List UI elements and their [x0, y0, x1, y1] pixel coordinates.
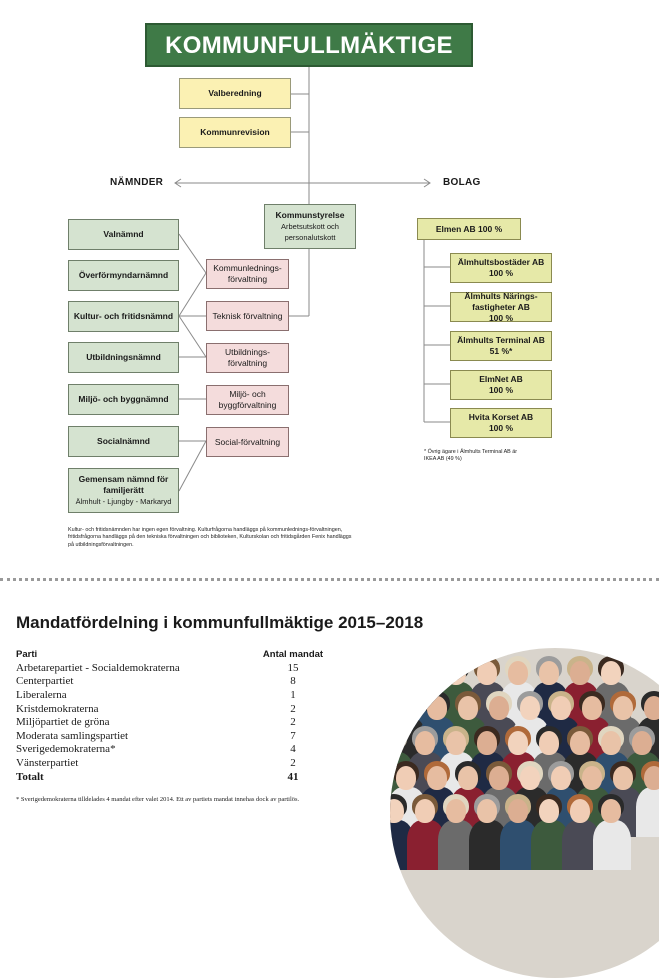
table-row: [16, 661, 334, 675]
namnd-box: Miljö- och byggnämnd: [68, 384, 179, 415]
party-seats: 2: [290, 702, 296, 715]
total-row: [16, 770, 334, 784]
party-name: Arbetarepartiet - Socialdemokraterna: [16, 661, 180, 674]
namnd-box: Utbildningsnämnd: [68, 342, 179, 373]
person-face: [415, 661, 435, 685]
person-face: [539, 661, 559, 685]
namnd-box: Överförmyndarnämnd: [68, 260, 179, 291]
namnd-box: Socialnämnd: [68, 426, 179, 457]
bolag-note: * Övrig ägare i Älmhults Terminal AB är IKEA AB (49 %): [424, 449, 518, 463]
table-row: [16, 756, 334, 770]
party-seats: 7: [290, 729, 296, 742]
bolag-box: [450, 292, 552, 322]
box-kommunstyrelse: [264, 204, 356, 249]
party-seats: 15: [287, 661, 299, 674]
mandat-table-body: [16, 661, 334, 783]
gemensam-title: Gemensam nämnd för familjerätt: [78, 474, 169, 495]
forvaltning-box: Teknisk förvaltning: [206, 301, 289, 331]
person-face: [570, 661, 590, 685]
person-face: [446, 799, 466, 823]
person-face: [427, 696, 447, 720]
bolag-box: [450, 408, 552, 438]
person-face: [520, 766, 540, 790]
table-row: [16, 688, 334, 702]
person-face: [582, 696, 602, 720]
party-name: Moderata samlingspartiet: [16, 729, 129, 742]
total-label: Totalt: [16, 770, 44, 783]
bolag-name: Hvita Korset AB: [468, 412, 534, 422]
label-namnder: NÄMNDER: [110, 177, 164, 188]
party-name: Kristdemokraterna: [16, 702, 99, 715]
person-face: [477, 661, 497, 685]
person-face: [489, 766, 509, 790]
party-seats: 8: [290, 675, 296, 688]
person-face: [415, 799, 435, 823]
bolag-share: 100 %: [488, 312, 514, 323]
person-face: [582, 766, 602, 790]
table-header-row: [16, 647, 334, 661]
group-photo: [390, 648, 659, 978]
kommunstyrelse-title: Kommunstyrelse: [275, 210, 345, 220]
person-face: [570, 731, 590, 755]
namnd-box: Valnämnd: [68, 219, 179, 250]
party-name: Vänsterpartiet: [16, 756, 79, 769]
forvaltning-box: Social-förvaltning: [206, 427, 289, 457]
box-gemensam-namnd: [68, 468, 179, 513]
person-face: [458, 766, 478, 790]
bolag-share: 100 %: [488, 268, 514, 278]
table-row: [16, 743, 334, 757]
box-kommunrevision: Kommunrevision: [179, 117, 291, 148]
org-title: KOMMUNFULLMÄKTIGE: [145, 23, 473, 67]
box-elmen: Elmen AB 100 %: [417, 218, 521, 240]
total-value: 41: [287, 770, 299, 783]
person-face: [458, 696, 478, 720]
bolag-box: [450, 331, 552, 361]
forvaltning-box: Utbildnings-förvaltning: [206, 343, 289, 373]
person-face: [570, 799, 590, 823]
person-face: [539, 799, 559, 823]
person-face: [551, 766, 571, 790]
person-body: [593, 820, 631, 870]
forvaltning-box: Miljö- och byggförvaltning: [206, 385, 289, 415]
person-face: [601, 731, 621, 755]
person-body: [636, 787, 659, 837]
party-seats: 1: [290, 688, 296, 701]
bolag-box: [450, 253, 552, 283]
person-face: [551, 696, 571, 720]
party-seats: 4: [290, 743, 296, 756]
table-row: [16, 675, 334, 689]
party-seats: 2: [290, 716, 296, 729]
person-face: [477, 731, 497, 755]
person-face: [644, 696, 659, 720]
mandat-title: Mandatfördelning i kommunfullmäktige 2015–2018: [16, 613, 424, 632]
kommunstyrelse-sub: Arbetsutskott och personalutskott: [281, 222, 339, 242]
party-seats: 2: [290, 756, 296, 769]
person-face: [508, 731, 528, 755]
person-face: [613, 696, 633, 720]
person-face: [415, 731, 435, 755]
bolag-name: Älmhults Närings-fastigheter AB: [464, 290, 538, 312]
col-seats-header: Antal mandat: [262, 648, 324, 660]
section-divider: [0, 578, 659, 581]
namnd-box: Kultur- och fritidsnämnd: [68, 301, 179, 332]
person-face: [613, 766, 633, 790]
person-face: [601, 661, 621, 685]
party-name: Sverigedemokraterna*: [16, 743, 116, 756]
label-bolag: BOLAG: [443, 177, 481, 188]
bolag-name: Älmhults Terminal AB: [457, 335, 545, 345]
person-face: [644, 766, 659, 790]
person-face: [427, 766, 447, 790]
person-face: [489, 696, 509, 720]
person-face: [520, 696, 540, 720]
person-face: [601, 799, 621, 823]
bolag-name: ElmNet AB: [479, 374, 523, 384]
person-face: [446, 731, 466, 755]
forvaltning-box: Kommunlednings-förvaltning: [206, 259, 289, 289]
col-party-header: Parti: [16, 648, 38, 660]
person-face: [632, 731, 652, 755]
table-row: [16, 729, 334, 743]
person-face: [446, 661, 466, 685]
person-face: [539, 731, 559, 755]
bolag-share: 100 %: [488, 385, 514, 395]
table-row: [16, 702, 334, 716]
bolag-name: Älmhultsbostäder AB: [457, 257, 545, 267]
party-name: Liberalerna: [16, 688, 67, 701]
box-valberedning: Valberedning: [179, 78, 291, 109]
gemensam-sub: Älmhult - Ljungby - Markaryd: [75, 497, 172, 506]
namnd-note: Kultur- och fritidsnämnden har ingen egen förvaltning. Kulturfrågorna handläggs på kommunlednings-förvaltningen, fritidsfrågorna handläggs på den tekniska förvaltningen och biblioteken, Kulturskolan och fritidsgården Fenix handläggs på utbildningsförvaltningen.: [68, 527, 352, 548]
person-face: [396, 766, 416, 790]
party-name: Miljöpartiet de gröna: [16, 716, 110, 729]
person-face: [396, 696, 416, 720]
mandat-footnote: * Sverigedemokraterna tilldelades 4 mandat efter valet 2014. Ett av partiets mandat innehas dock av partilös.: [16, 796, 300, 803]
person-face: [477, 799, 497, 823]
person-face: [508, 799, 528, 823]
person-face: [508, 661, 528, 685]
party-name: Centerpartiet: [16, 675, 74, 688]
table-row: [16, 715, 334, 729]
bolag-share: 100 %: [488, 423, 514, 433]
bolag-box: [450, 370, 552, 400]
bolag-share: 51 %*: [489, 346, 513, 356]
mandat-table: [16, 647, 334, 783]
